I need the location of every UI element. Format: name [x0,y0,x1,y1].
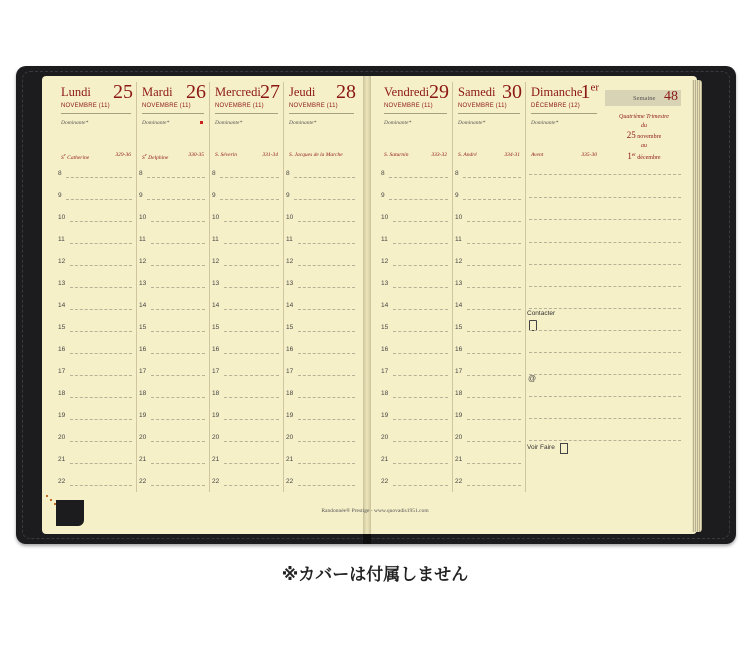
hour-line[interactable] [467,441,521,442]
hour-label: 17 [212,368,220,375]
hour-line[interactable] [393,331,448,332]
note-line[interactable] [529,219,681,220]
hour-label: 19 [455,412,463,419]
hour-label: 18 [381,390,389,397]
hour-line[interactable] [151,397,205,398]
quarter-du: du [641,123,647,129]
hour-label: 12 [212,258,220,265]
hour-line[interactable] [151,353,205,354]
day-month: NOVEMBRE (11) [215,103,264,109]
note-line[interactable] [529,330,681,331]
hour-line[interactable] [298,287,355,288]
day-underline [215,113,278,114]
hour-line[interactable] [298,397,355,398]
day-name: Lundi [61,85,91,99]
note-icon [560,443,568,454]
page-footer: Randonnée® Prestige - www.quovadis1951.com [321,508,429,514]
hour-label: 17 [286,368,294,375]
saint-name: Avent [531,152,544,158]
hour-label: 18 [58,390,66,397]
quarter-title: Quatrième Trimestre [619,114,669,120]
hour-label: 18 [139,390,147,397]
week-number: 48 [664,89,678,104]
hour-line[interactable] [224,397,279,398]
day-number: 28 [336,81,356,103]
hour-label: 14 [139,302,147,309]
hour-line[interactable] [298,309,355,310]
hour-line[interactable] [151,243,205,244]
red-mark [200,121,203,124]
day-name: Mercredi [215,85,261,99]
hour-label: 21 [212,456,220,463]
saint-name: $S^e$ Delphine [142,152,169,161]
hour-label: 8 [58,170,62,177]
saint-name: $S^e$ Catherine [61,152,90,161]
hour-label: 22 [286,478,294,485]
hour-label: 8 [286,170,290,177]
hour-line[interactable] [70,419,132,420]
hour-line[interactable] [393,287,448,288]
hour-line[interactable] [70,353,132,354]
hour-line[interactable] [467,331,521,332]
hour-line[interactable] [298,441,355,442]
hour-line[interactable] [224,331,279,332]
day-column-mardi [137,82,210,492]
elastic-band [363,534,371,544]
hour-label: 13 [381,280,389,287]
quarter-end: 1er décembre [627,151,661,161]
hour-label: 14 [455,302,463,309]
hour-line[interactable] [467,243,521,244]
hour-line[interactable] [298,463,355,464]
hour-label: 20 [58,434,66,441]
hour-label: 15 [58,324,66,331]
hour-label: 20 [139,434,147,441]
hour-label: 10 [381,214,389,221]
hour-label: 12 [381,258,389,265]
hour-label: 19 [139,412,147,419]
hour-line[interactable] [393,353,448,354]
hour-label: 19 [212,412,220,419]
hour-label: 21 [58,456,66,463]
hour-line[interactable] [393,441,448,442]
hour-label: 22 [381,478,389,485]
day-month: DÉCEMBRE (12) [531,103,580,109]
hour-line[interactable] [70,485,132,486]
day-number: 29 [429,81,449,103]
hour-label: 13 [286,280,294,287]
hour-line[interactable] [467,485,521,486]
hour-line[interactable] [151,463,205,464]
day-month: NOVEMBRE (11) [142,103,191,109]
hour-label: 18 [212,390,220,397]
saint-name: S. André [458,152,477,158]
day-number: 26 [186,81,206,103]
hour-line[interactable] [224,485,279,486]
quarter-au: au [641,143,647,149]
dominante-label: Dominante* [458,120,486,126]
hour-line[interactable] [70,309,132,310]
dominante-label: Dominante* [215,120,243,126]
hour-label: 16 [381,346,389,353]
hour-label: 16 [212,346,220,353]
hour-line[interactable] [467,353,521,354]
hour-label: 10 [286,214,294,221]
day-column-mercredi [210,82,284,492]
hour-line[interactable] [298,353,355,354]
hour-line[interactable] [66,199,132,200]
day-of-year: 329-36 [115,152,131,158]
dominante-label: Dominante* [289,120,317,126]
day-of-year: 331-34 [262,152,278,158]
hour-label: 14 [381,302,389,309]
day-name: Jeudi [289,85,316,99]
hour-label: 11 [455,236,462,243]
hour-line[interactable] [294,177,355,178]
hour-line[interactable] [220,199,279,200]
saint-name: S. Jacques de la Marche [289,152,343,158]
note-line[interactable] [529,352,681,353]
hour-label: 9 [455,192,459,199]
day-underline [289,113,354,114]
hour-line[interactable] [298,419,355,420]
hour-label: 13 [58,280,66,287]
note-line[interactable] [529,308,681,309]
hour-label: 22 [212,478,220,485]
hour-line[interactable] [393,309,448,310]
hour-label: 9 [286,192,290,199]
day-underline [61,113,131,114]
hour-line[interactable] [220,177,279,178]
hour-label: 19 [381,412,389,419]
hour-label: 14 [58,302,66,309]
hour-line[interactable] [224,287,279,288]
hour-label: 9 [381,192,385,199]
contact-label: Contacter [527,310,556,317]
hour-line[interactable] [151,309,205,310]
day-of-year: 333-32 [431,152,447,158]
day-column-dimanche [526,82,602,492]
hour-line[interactable] [147,177,205,178]
day-name: Dimanche [531,85,583,99]
hour-line[interactable] [151,419,205,420]
hour-line[interactable] [224,265,279,266]
hour-line[interactable] [298,243,355,244]
hour-line[interactable] [294,199,355,200]
hour-label: 16 [58,346,66,353]
hour-label: 21 [455,456,463,463]
day-underline [458,113,520,114]
hour-label: 12 [455,258,463,265]
hour-label: 11 [381,236,388,243]
hour-label: 12 [139,258,147,265]
hour-label: 20 [381,434,389,441]
hour-line[interactable] [298,375,355,376]
hour-label: 13 [139,280,147,287]
hour-label: 8 [455,170,459,177]
at-icon: @ [528,374,537,383]
hour-line[interactable] [151,375,205,376]
hour-line[interactable] [467,375,521,376]
hour-label: 8 [381,170,385,177]
hour-label: 16 [139,346,147,353]
hour-label: 22 [455,478,463,485]
day-underline [531,113,597,114]
hour-label: 9 [139,192,143,199]
hour-line[interactable] [224,419,279,420]
hour-label: 10 [58,214,66,221]
hour-label: 19 [58,412,66,419]
hour-line[interactable] [70,397,132,398]
hour-label: 17 [381,368,389,375]
hour-label: 8 [212,170,216,177]
hour-label: 8 [139,170,143,177]
hour-line[interactable] [389,199,448,200]
hour-label: 15 [381,324,389,331]
hour-label: 11 [286,236,293,243]
note-line[interactable] [529,374,681,375]
hour-label: 17 [455,368,463,375]
hour-label: 16 [286,346,294,353]
hour-label: 15 [286,324,294,331]
hour-line[interactable] [389,177,448,178]
hour-line[interactable] [151,441,205,442]
hour-line[interactable] [70,331,132,332]
day-name: Samedi [458,85,496,99]
day-of-year: 334-31 [504,152,520,158]
hour-label: 17 [139,368,147,375]
note-line[interactable] [529,242,681,243]
note-line[interactable] [529,418,681,419]
day-column-jeudi [284,82,359,492]
hour-line[interactable] [151,331,205,332]
hour-label: 13 [455,280,463,287]
note-line[interactable] [529,440,681,441]
hour-line[interactable] [298,265,355,266]
hour-line[interactable] [393,485,448,486]
note-line[interactable] [529,286,681,287]
dominante-label: Dominante* [61,120,89,126]
day-number: 25 [113,81,133,103]
hour-label: 18 [286,390,294,397]
dominante-label: Dominante* [384,120,412,126]
hour-label: 14 [212,302,220,309]
hour-label: 12 [286,258,294,265]
note-line[interactable] [529,174,681,175]
hour-label: 15 [455,324,463,331]
hour-line[interactable] [298,485,355,486]
hour-line[interactable] [393,419,448,420]
hour-line[interactable] [151,221,205,222]
hour-label: 13 [212,280,220,287]
hour-label: 21 [286,456,294,463]
hour-label: 14 [286,302,294,309]
hour-line[interactable] [467,287,521,288]
hour-line[interactable] [463,199,521,200]
hour-label: 18 [455,390,463,397]
caption-note: ※カバーは付属しません [281,565,469,585]
saint-name: S. Saturnin [384,152,409,158]
hour-label: 11 [58,236,65,243]
hour-line[interactable] [393,243,448,244]
hour-line[interactable] [70,441,132,442]
hour-label: 9 [58,192,62,199]
hour-label: 20 [212,434,220,441]
book-gutter [363,76,371,534]
hour-line[interactable] [70,463,132,464]
hour-line[interactable] [467,463,521,464]
hour-line[interactable] [298,221,355,222]
day-of-year: 330-35 [188,152,204,158]
hour-line[interactable] [70,243,132,244]
hour-line[interactable] [393,265,448,266]
hour-label: 10 [455,214,463,221]
hour-line[interactable] [70,265,132,266]
todo-label: Voir Faire [527,444,555,451]
page-edges [692,80,702,532]
quarter-start: 25 novembre [626,130,662,140]
hour-label: 9 [212,192,216,199]
day-number: 1er [580,81,599,103]
dominante-label: Dominante* [142,120,170,126]
day-number: 30 [502,81,522,103]
hour-line[interactable] [151,287,205,288]
hour-label: 20 [286,434,294,441]
note-line[interactable] [529,396,681,397]
hour-label: 22 [139,478,147,485]
day-column-vendredi [379,82,453,492]
hour-label: 16 [455,346,463,353]
hour-label: 21 [381,456,389,463]
hour-line[interactable] [393,463,448,464]
hour-line[interactable] [224,375,279,376]
hour-line[interactable] [224,441,279,442]
hour-label: 12 [58,258,66,265]
cover-tab [56,500,84,526]
hour-line[interactable] [463,177,521,178]
hour-label: 21 [139,456,147,463]
hour-line[interactable] [151,485,205,486]
hour-line[interactable] [467,265,521,266]
hour-line[interactable] [66,177,132,178]
hour-line[interactable] [393,221,448,222]
hour-line[interactable] [224,243,279,244]
hour-line[interactable] [393,375,448,376]
hour-label: 17 [58,368,66,375]
hour-line[interactable] [224,353,279,354]
hour-label: 15 [139,324,147,331]
hour-label: 10 [212,214,220,221]
hour-line[interactable] [298,331,355,332]
hour-line[interactable] [467,397,521,398]
saint-name: S. Séverin [215,152,237,158]
day-name: Vendredi [384,85,430,99]
hour-label: 15 [212,324,220,331]
hour-label: 20 [455,434,463,441]
hour-label: 10 [139,214,147,221]
note-line[interactable] [529,197,681,198]
hour-label: 11 [139,236,146,243]
dominante-label: Dominante* [531,120,559,126]
hour-line[interactable] [393,397,448,398]
day-name: Mardi [142,85,173,99]
day-column-samedi [453,82,526,492]
hour-label: 19 [286,412,294,419]
day-month: NOVEMBRE (11) [61,103,110,109]
hour-line[interactable] [70,375,132,376]
week-label: Semaine [633,95,656,102]
day-column-lundi [56,82,137,492]
hour-line[interactable] [467,221,521,222]
day-underline [384,113,447,114]
quarter-box [603,113,685,163]
hour-label: 22 [58,478,66,485]
hour-line[interactable] [224,309,279,310]
hour-line[interactable] [151,265,205,266]
day-month: NOVEMBRE (11) [384,103,433,109]
hour-line[interactable] [467,419,521,420]
hour-line[interactable] [467,309,521,310]
day-month: NOVEMBRE (11) [289,103,338,109]
hour-label: 11 [212,236,219,243]
day-number: 27 [260,81,280,103]
hour-line[interactable] [70,221,132,222]
day-month: NOVEMBRE (11) [458,103,507,109]
hour-line[interactable] [147,199,205,200]
note-line[interactable] [529,264,681,265]
hour-line[interactable] [224,463,279,464]
hour-line[interactable] [70,287,132,288]
hour-line[interactable] [224,221,279,222]
day-of-year: 335-30 [581,152,597,158]
day-underline [142,113,204,114]
